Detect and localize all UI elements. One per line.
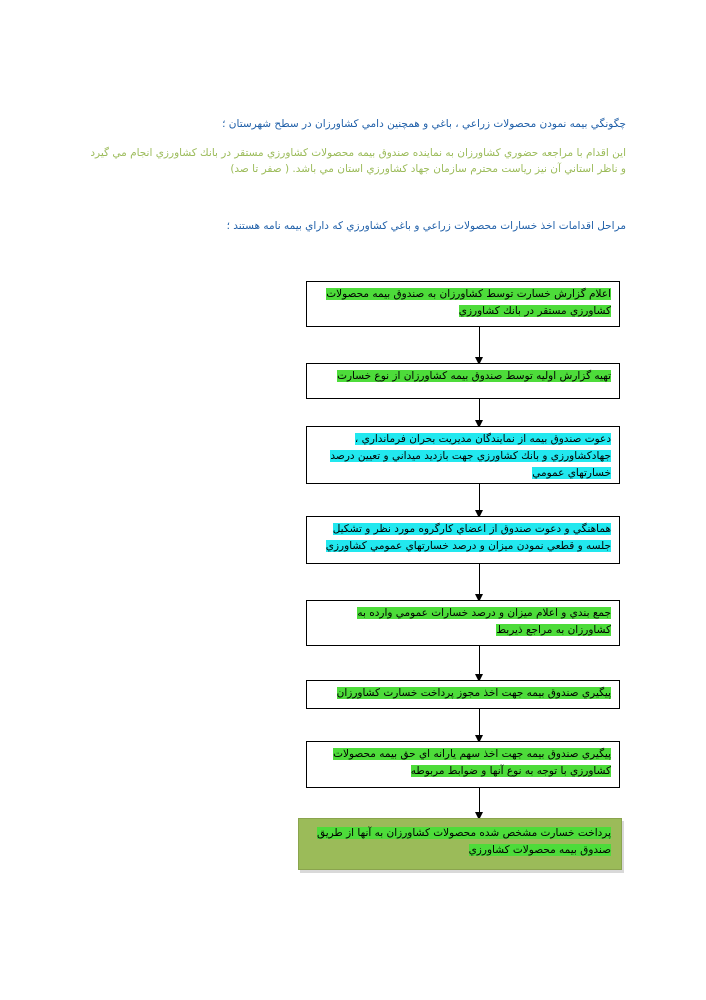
flow-step-text: پيگيري صندوق بيمه جهت اخذ سهم يارانه اي حق بيمه محصولات كشاورزي با توجه به نوع آنها و ضوابط مربوطه: [333, 748, 611, 777]
flow-step-3: [306, 426, 620, 484]
flow-step-text: دعوت صندوق بيمه از نمايندگان مديريت بحران فرمانداري ، جهادكشاورزي و بانك كشاورزي جهت بازديد ميداني و تعيين درصد خسارتهاي عمومي: [330, 433, 611, 479]
flowchart-heading: مراحل اقدامات اخذ خسارات محصولات زراعي و باغي كشاورزي كه داراي بيمه نامه هستند ؛: [226, 220, 626, 232]
flow-step-4: [306, 516, 620, 564]
flow-step-text: تهيه گزارش اوليه توسط صندوق بيمه كشاورزان از نوع خسارت: [337, 370, 611, 382]
flow-step-text: پيگيري صندوق بيمه جهت اخذ مجوز پرداخت خسارت كشاورزان: [336, 687, 611, 699]
flow-step-6: [306, 680, 620, 709]
flow-step-7: [306, 741, 620, 788]
flow-step-1: [306, 281, 620, 327]
flow-step-text: هماهنگي و دعوت صندوق از اعضاي كارگروه مورد نظر و تشكيل جلسه و قطعي نمودن ميزان و درصد خسارتهاي عمومي كشاورزي: [325, 523, 611, 552]
flow-arrow: [479, 709, 480, 742]
flow-arrow: [479, 564, 480, 601]
document-heading: چگونگي بيمه نمودن محصولات زراعي ، باغي و همچنين دامي كشاورزان در سطح شهرستان ؛: [222, 118, 626, 130]
flow-step-text: اعلام گزارش خسارت توسط كشاورزان به صندوق بيمه محصولات كشاورزي مستقر در بانك كشاورزي: [326, 288, 611, 317]
flow-arrow: [479, 646, 480, 681]
intro-paragraph: اين اقدام با مراجعه حضوري كشاورزان به نماينده صندوق بيمه محصولات كشاورزي مستقر در بانك كشاورزي انجام مي گيرد و ناظر استاني آن نيز رياست محترم سازمان جهاد كشاورزي استان مي باشد. ( صفر تا صد): [90, 147, 626, 175]
flow-step-8: [298, 818, 622, 870]
flow-arrow: [479, 788, 480, 819]
flow-arrow: [479, 484, 480, 517]
flow-arrow: [479, 399, 480, 427]
flow-step-text: پرداخت خسارت مشخص شده محصولات كشاورزان به آنها از طريق صندوق بيمه محصولات كشاورزي: [316, 827, 611, 856]
flow-step-text: جمع بندي و اعلام ميزان و درصد خسارات عمومي وارده به كشاورزان به مراجع ذيربط: [357, 607, 611, 636]
flow-step-5: [306, 600, 620, 646]
flow-arrow: [479, 327, 480, 364]
flow-step-2: [306, 363, 620, 399]
